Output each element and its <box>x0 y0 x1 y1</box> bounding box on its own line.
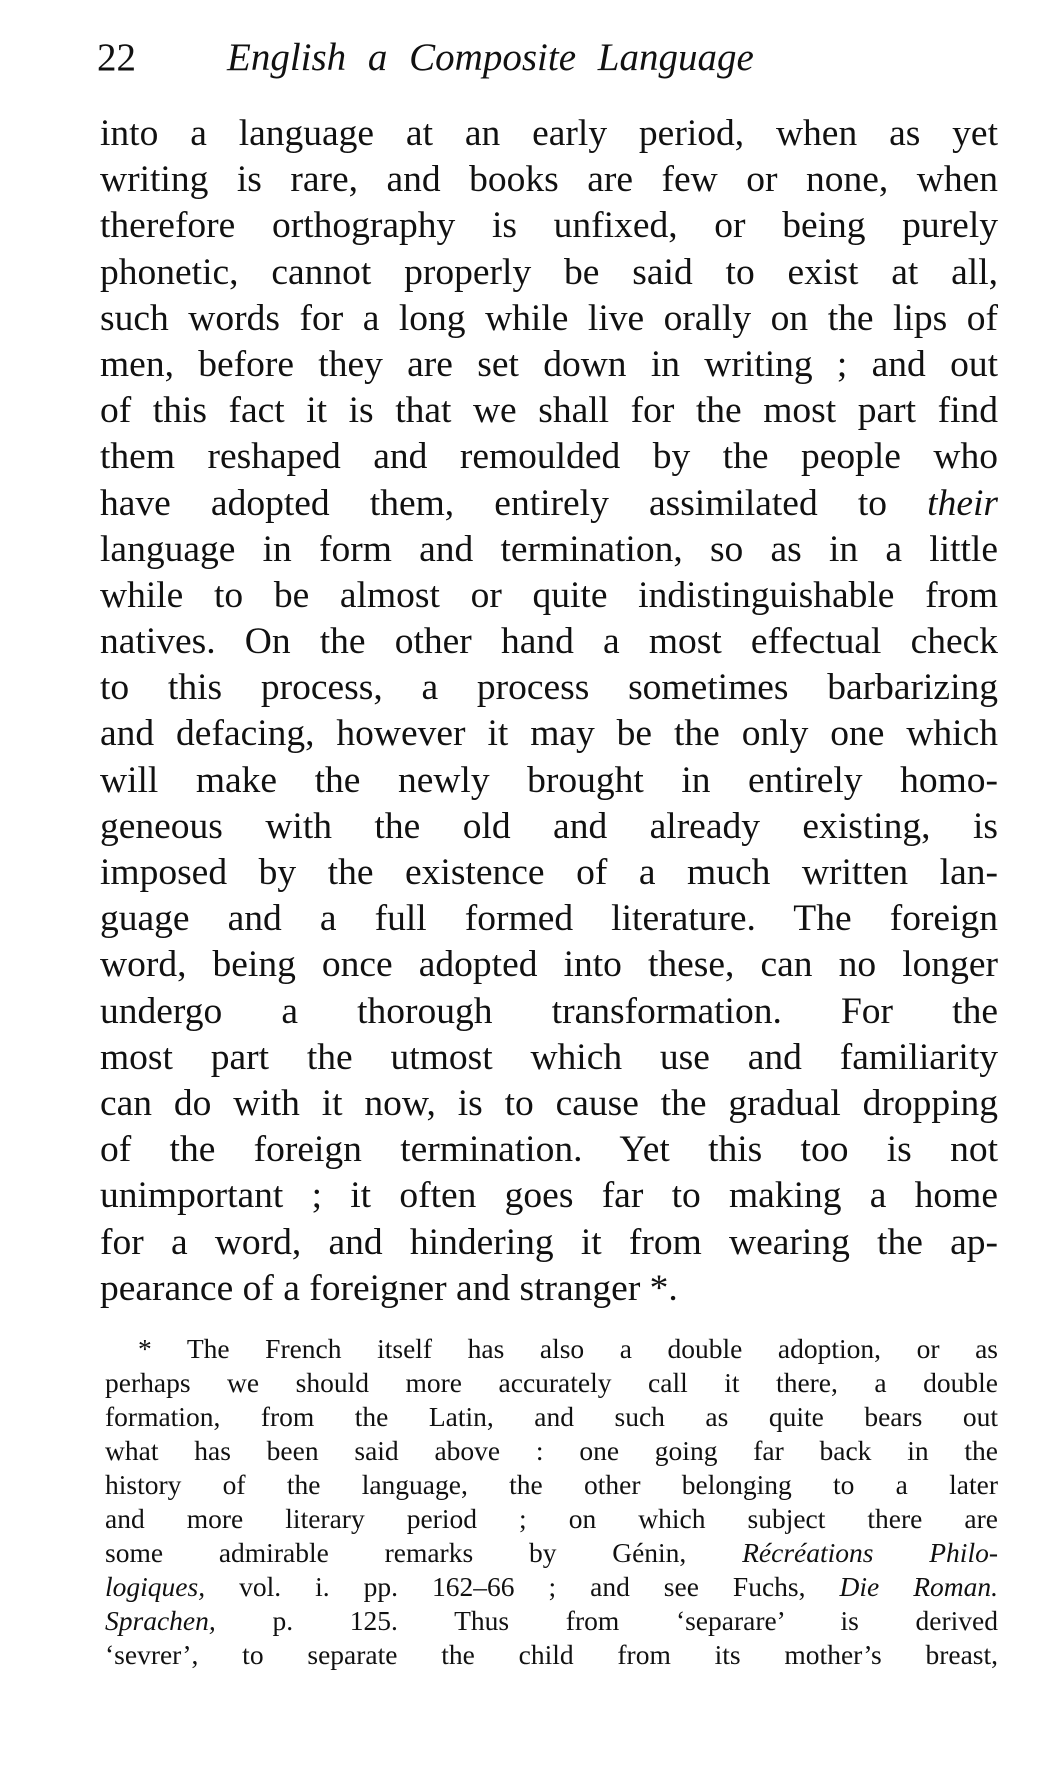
body-paragraph <box>100 111 998 1312</box>
footnote-line <box>105 1570 998 1604</box>
footnote-line: formation, from the Latin, and such as quite bears out <box>105 1401 998 1432</box>
footnote-segment: p. 125. Thus from ‘separare’ is derived <box>272 1605 998 1636</box>
footnote-line: perhaps we should more accurately call it there, a double <box>105 1367 998 1398</box>
text-line: undergo a thorough transformation. For the <box>100 990 998 1032</box>
text-line: geneous with the old and already existing, is <box>100 805 998 847</box>
text-line: for a word, and hindering it from wearing the ap- <box>100 1221 998 1263</box>
text-line: and defacing, however it may be the only one which <box>100 713 998 755</box>
text-line: men, before they are set down in writing ; and out <box>100 343 998 385</box>
text-line: most part the utmost which use and familiarity <box>100 1036 998 1078</box>
text-line: while to be almost or quite indistinguishable from <box>100 574 998 616</box>
text-line: of this fact it is that we shall for the most part find <box>100 390 998 432</box>
text-line-segment: have adopted them, entirely assimilated to <box>100 482 888 524</box>
text-line: into a language at an early period, when as yet <box>100 113 998 154</box>
footnote-line <box>105 1536 998 1570</box>
running-title: English a Composite Language <box>227 36 754 79</box>
footnote-segment: vol. i. pp. 162–66 ; and see Fuchs, <box>239 1571 806 1602</box>
footnote-line: ‘sevrer’, to separate the child from its mother’s breast, <box>105 1639 998 1670</box>
footnote-segment: some admirable remarks by Génin, <box>105 1537 687 1568</box>
text-line: will make the newly brought in entirely homo- <box>100 759 998 801</box>
text-line: of the foreign termination. Yet this too is not <box>100 1129 998 1171</box>
text-line: guage and a full formed literature. The foreign <box>100 898 998 940</box>
text-line: unimportant ; it often goes far to making a home <box>100 1175 998 1217</box>
text-line: writing is rare, and books are few or none, when <box>100 159 998 201</box>
text-line: pearance of a foreigner and stranger *. <box>100 1267 678 1309</box>
text-line: word, being once adopted into these, can no longer <box>100 944 998 986</box>
book-title-italic: Récréations Philo- <box>742 1537 998 1568</box>
book-title-italic: logiques, <box>105 1571 206 1602</box>
text-line: imposed by the existence of a much written lan- <box>100 852 998 893</box>
text-line: therefore orthography is unfixed, or being purely <box>100 205 998 247</box>
text-line: language in form and termination, so as in a little <box>100 528 998 570</box>
text-line: them reshaped and remoulded by the people who <box>100 436 998 478</box>
text-line: can do with it now, is to cause the gradual dropping <box>100 1082 998 1124</box>
footnote <box>105 1332 998 1672</box>
footnote-line: what has been said above : one going far back in the <box>105 1435 998 1466</box>
footnote-line: * The French itself has also a double adoption, or as <box>138 1333 998 1364</box>
text-line: to this process, a process sometimes barbarizing <box>100 667 998 709</box>
footnote-line <box>105 1604 998 1638</box>
footnote-line: history of the language, the other belonging to a later <box>105 1469 998 1500</box>
book-title-italic: Die Roman. <box>839 1571 998 1602</box>
page-number: 22 <box>97 36 136 79</box>
running-head <box>97 28 977 88</box>
text-line: natives. On the other hand a most effectual check <box>100 621 998 663</box>
text-line: phonetic, cannot properly be said to exist at all, <box>100 251 998 293</box>
text-line: such words for a long while live orally on the lips of <box>100 297 998 339</box>
book-title-italic: Sprachen, <box>105 1605 216 1636</box>
footnote-line: and more literary period ; on which subject there are <box>105 1503 998 1534</box>
text-line <box>100 481 998 527</box>
italic-word: their <box>927 482 998 524</box>
